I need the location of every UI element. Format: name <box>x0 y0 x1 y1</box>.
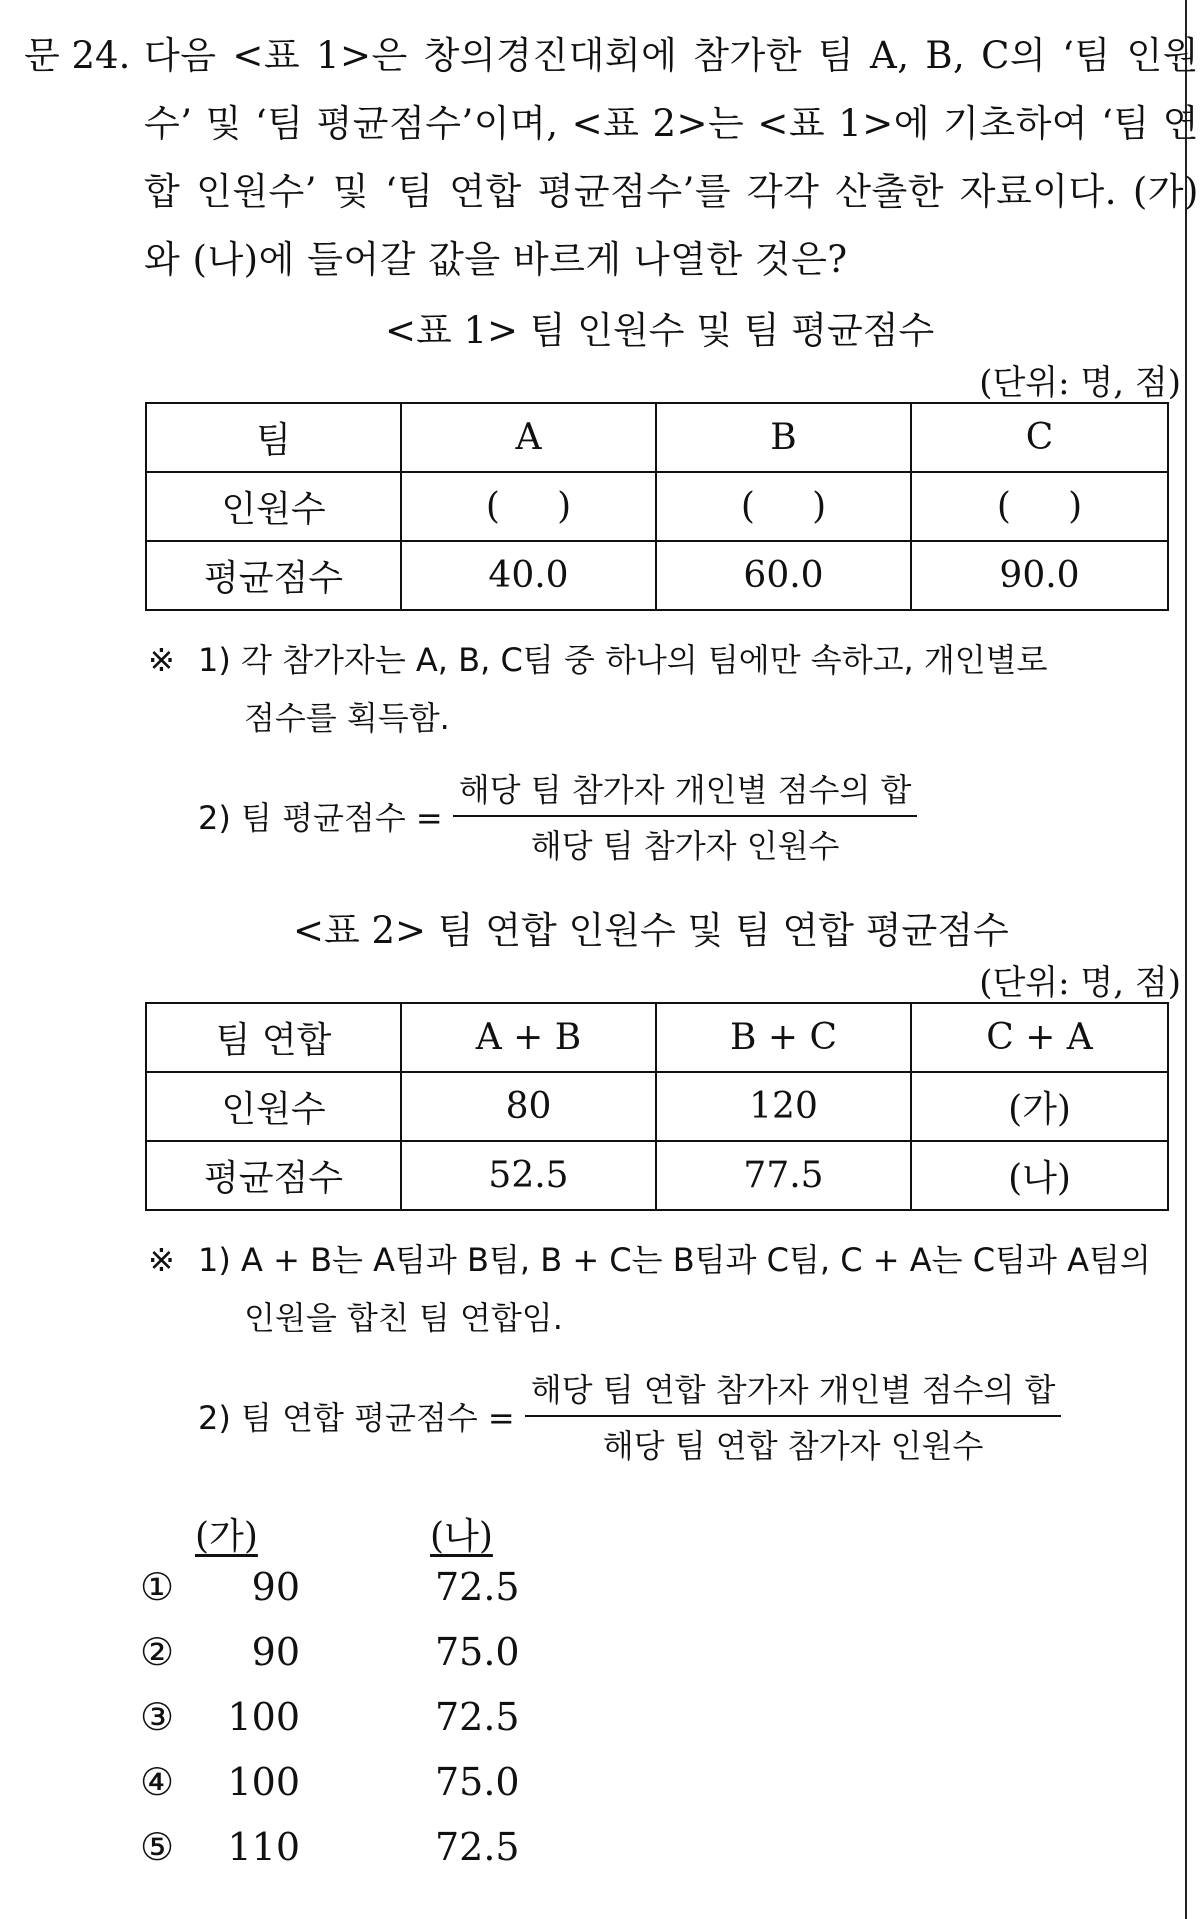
formula-denominator: 해당 팀 참가자 인원수 <box>530 827 840 865</box>
answer-header-ga: (가) <box>195 1516 258 1557</box>
formula-numerator: 해당 팀 연합 참가자 개인별 점수의 합 <box>525 1365 1062 1417</box>
answer-choice-5[interactable] <box>140 1825 640 1889</box>
choice-number: ② <box>140 1630 175 1674</box>
table-cell: ( ) <box>911 472 1168 541</box>
table1-header-row <box>146 403 1168 472</box>
table2-header-row <box>146 1003 1168 1072</box>
table-row <box>146 1141 1168 1210</box>
answer-header-na: (나) <box>430 1516 493 1557</box>
answer-choice-3[interactable] <box>140 1695 640 1759</box>
table-header-cell: B <box>656 403 911 472</box>
table-cell: ( ) <box>401 472 656 541</box>
table1-note1 <box>148 632 1048 688</box>
table2 <box>145 1002 1169 1211</box>
table2-formula <box>198 1365 1061 1467</box>
table1-caption: <표 1> 팀 인원수 및 팀 평균점수 <box>385 309 935 352</box>
formula-numerator: 해당 팀 참가자 개인별 점수의 합 <box>453 765 918 817</box>
table-cell: 120 <box>656 1072 911 1141</box>
answer-choice-4[interactable] <box>140 1760 640 1824</box>
note-mark: ※ <box>148 1241 175 1279</box>
question-number: 문 24. <box>24 34 131 77</box>
row-label: 인원수 <box>146 1072 401 1141</box>
table-header-cell: A + B <box>401 1003 656 1072</box>
table-cell: 40.0 <box>401 541 656 610</box>
table-header-cell: 팀 <box>146 403 401 472</box>
table-cell: 60.0 <box>656 541 911 610</box>
table2-unit: (단위: 명, 점) <box>979 963 1181 1003</box>
note-line: 1) A + B는 A팀과 B팀, B + C는 B팀과 C팀, C + A는 C팀과 A팀의 <box>198 1241 1151 1279</box>
choice-value-na: 72.5 <box>435 1565 520 1609</box>
formula-label: 2) 팀 평균점수 = <box>198 799 443 837</box>
choice-value-na: 72.5 <box>435 1695 520 1739</box>
choice-value-ga: 100 <box>227 1695 300 1739</box>
answer-choice-2[interactable] <box>140 1630 640 1694</box>
choice-number: ③ <box>140 1695 175 1739</box>
choice-value-ga: 110 <box>227 1825 300 1869</box>
choice-value-na: 72.5 <box>435 1825 520 1869</box>
formula-label: 2) 팀 연합 평균점수 = <box>198 1399 515 1437</box>
table-row <box>146 1072 1168 1141</box>
table1-note1-cont: 점수를 획득함. <box>244 699 450 737</box>
answer-choice-1[interactable] <box>140 1565 640 1629</box>
table2-note1 <box>148 1232 1151 1288</box>
table-cell: 80 <box>401 1072 656 1141</box>
table-cell: 90.0 <box>911 541 1168 610</box>
choice-value-ga: 100 <box>227 1760 300 1804</box>
table-row <box>146 472 1168 541</box>
table1-formula <box>198 765 917 867</box>
choice-number: ① <box>140 1565 175 1609</box>
formula-fraction <box>453 765 918 867</box>
note-mark: ※ <box>148 641 175 679</box>
table-row <box>146 541 1168 610</box>
choice-value-na: 75.0 <box>435 1760 520 1804</box>
table-header-cell: 팀 연합 <box>146 1003 401 1072</box>
choice-number: ④ <box>140 1760 175 1804</box>
table-cell: 77.5 <box>656 1141 911 1210</box>
table-header-cell: A <box>401 403 656 472</box>
table-cell: (가) <box>911 1072 1168 1141</box>
table1-unit: (단위: 명, 점) <box>979 363 1181 403</box>
question-text: 다음 <표 1>은 창의경진대회에 참가한 팀 A, B, C의 ‘팀 인원수’ 및 ‘팀 평균점수’이며, <표 2>는 <표 1>에 기초하여 ‘팀 연합 인원수’ 및 ‘팀 연합 평균점수’를 각각 산출한 자료이다. (가)와 (나)에 들어갈 값을 바르게 나열한 것은? <box>144 34 1199 281</box>
table2-note1-cont: 인원을 합친 팀 연합임. <box>244 1299 563 1337</box>
choice-value-na: 75.0 <box>435 1630 520 1674</box>
choice-number: ⑤ <box>140 1825 175 1869</box>
row-label: 평균점수 <box>146 1141 401 1210</box>
choice-value-ga: 90 <box>251 1565 300 1609</box>
table2-caption: <표 2> 팀 연합 인원수 및 팀 연합 평균점수 <box>293 909 1009 952</box>
table-header-cell: B + C <box>656 1003 911 1072</box>
table-cell: ( ) <box>656 472 911 541</box>
table-header-cell: C <box>911 403 1168 472</box>
formula-fraction <box>525 1365 1062 1467</box>
row-label: 평균점수 <box>146 541 401 610</box>
row-label: 인원수 <box>146 472 401 541</box>
note-line: 1) 각 참가자는 A, B, C팀 중 하나의 팀에만 속하고, 개인별로 <box>198 641 1048 679</box>
table1 <box>145 402 1169 611</box>
table-header-cell: C + A <box>911 1003 1168 1072</box>
choice-value-ga: 90 <box>251 1630 300 1674</box>
formula-denominator: 해당 팀 연합 참가자 인원수 <box>602 1427 984 1465</box>
table-cell: 52.5 <box>401 1141 656 1210</box>
table-cell: (나) <box>911 1141 1168 1210</box>
